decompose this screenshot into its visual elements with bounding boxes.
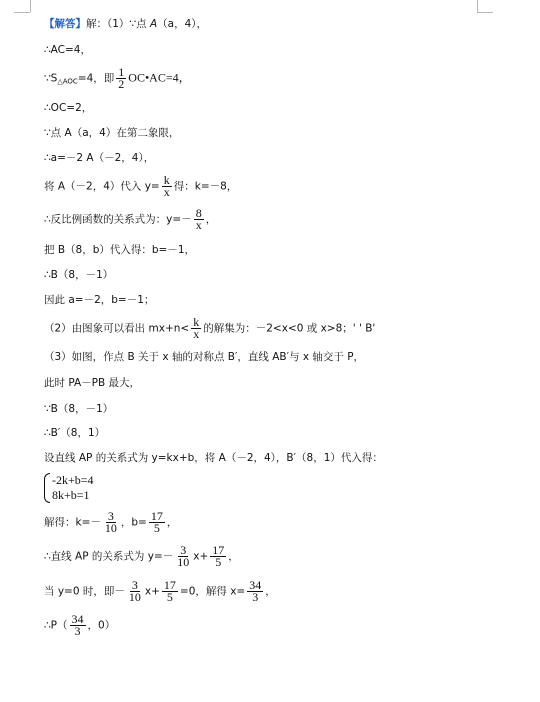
solution-line-10: ∴B（8，－1） xyxy=(44,269,114,281)
fraction: $\frac{3}{10}$ xyxy=(128,578,141,604)
fraction: $\frac{8}{x}$ xyxy=(195,206,202,232)
equation-system-line-1: -2k+b=4 xyxy=(52,473,94,487)
solution-line-19: ∴直线 AP 的关系式为 y=－ $\frac{3}{10}$ x+ $\frac{17}{5}$ ， xyxy=(44,543,239,569)
solution-line-21: ∴P（ $\frac{34}{3}$ ，0） xyxy=(44,612,116,638)
solution-line-7: 将 A（－2，4）代入 y= $\frac{k}{x}$ 得：k=－8， xyxy=(44,173,238,199)
solution-line-16: ∴B′（8，1） xyxy=(44,427,106,439)
solution-line-9: 把 B（8，b）代入得：b=－1， xyxy=(44,244,196,256)
equation-system-line-2: 8k+b=1 xyxy=(52,488,90,502)
solution-line-11: 因此 a=－2，b=－1； xyxy=(44,294,155,306)
fraction: $\frac{34}{3}$ xyxy=(249,578,262,604)
crop-mark-top-right-v xyxy=(477,0,478,12)
fraction: $\frac{17}{5}$ xyxy=(163,578,176,604)
solution-line-15: ∵B（8，－1） xyxy=(44,403,114,415)
solution-line-12: （2）由图象可以看出 mx+n< $\frac{k}{x}$ 的解集为：－2<x<0 或 x>8；' ' B' xyxy=(44,315,376,341)
solution-line-1: 【解答】解：（1）∵点 A（a，4）， xyxy=(44,18,208,30)
fraction: $\frac{1}{2}$ xyxy=(118,65,125,91)
solution-line-2: ∴AC=4， xyxy=(44,44,91,56)
solution-line-6: ∴a=－2 A（－2，4）， xyxy=(44,152,155,164)
solution-line-3: $\because S_{\triangle AOC}=4$，即 $\frac{1}{2}$ OC•AC=4， xyxy=(44,65,191,91)
solution-line-17: 设直线 AP 的关系式为 y=kx+b，将 A（－2，4），B′（8，1）代入得： xyxy=(44,452,383,464)
solution-line-20: 当 y=0 时，即－ $\frac{3}{10}$ x+ $\frac{17}{5}$ =0，解得 x= $\frac{34}{3}$ ， xyxy=(44,578,276,604)
fraction: $\frac{k}{x}$ xyxy=(163,173,170,199)
fraction: $\frac{34}{3}$ xyxy=(71,612,84,638)
fraction: $\frac{17}{5}$ xyxy=(150,509,163,535)
solution-line-13: （3）如图，作点 B 关于 x 轴的对称点 B′，直线 AB′与 x 轴交于 P， xyxy=(44,351,365,363)
fraction: $\frac{3}{10}$ xyxy=(104,509,117,535)
fraction: $\frac{17}{5}$ xyxy=(212,543,225,569)
fraction: $\frac{3}{10}$ xyxy=(177,543,190,569)
crop-mark-top-left-v xyxy=(30,0,31,12)
solution-line-18: 解得：k=－ $\frac{3}{10}$ ，b= $\frac{17}{5}$ ， xyxy=(44,509,178,535)
solution-line-8: ∴反比例函数的关系式为：y=－ $\frac{8}{x}$ ， xyxy=(44,206,217,232)
solution-line-5: ∵点 A（a，4）在第二象限， xyxy=(44,127,180,139)
crop-mark-top-left-h xyxy=(14,12,30,13)
solution-line-14: 此时 PA－PB 最大， xyxy=(44,377,141,389)
solution-line-4: ∴OC=2， xyxy=(44,102,93,114)
equation-system-brace xyxy=(44,473,50,503)
solution-tag: 【解答】 xyxy=(44,18,86,30)
crop-mark-top-right-h xyxy=(477,12,493,13)
fraction: $\frac{k}{x}$ xyxy=(193,315,200,341)
